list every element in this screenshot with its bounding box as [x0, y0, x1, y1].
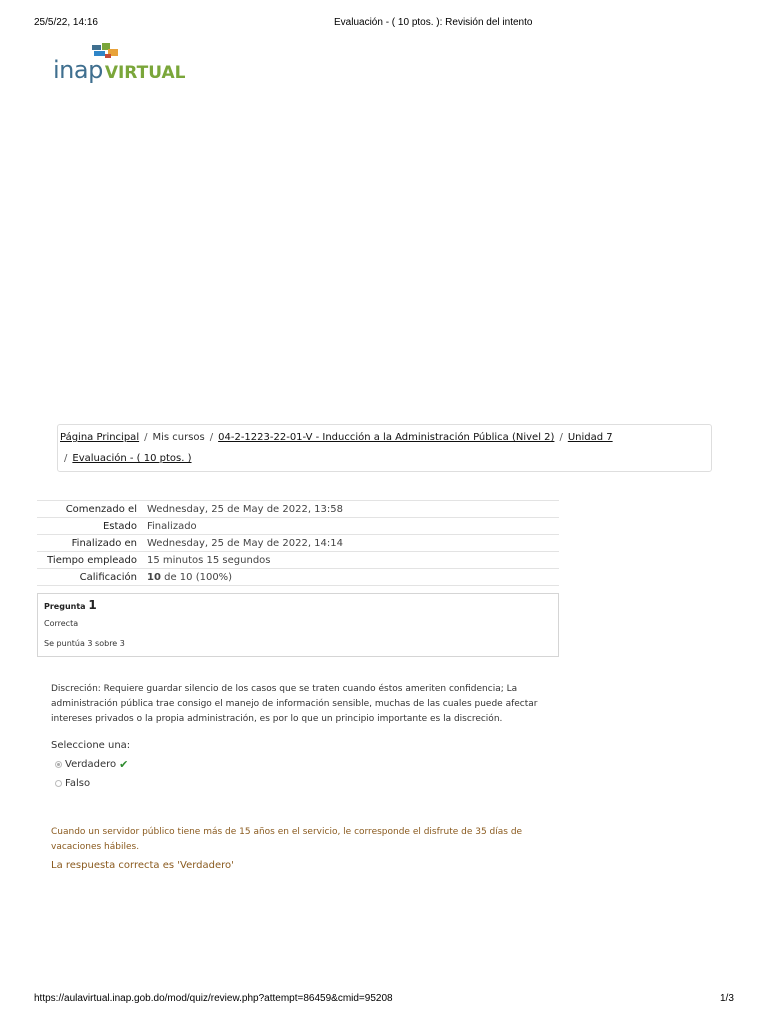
- option-label: Verdadero: [65, 759, 117, 770]
- breadcrumb-home-link[interactable]: Página Principal: [60, 432, 140, 443]
- radio-unchecked-icon[interactable]: [55, 780, 62, 787]
- print-title: Evaluación - ( 10 ptos. ): Revisión del intento: [334, 17, 533, 28]
- grade-label: Calificación: [79, 571, 137, 583]
- inap-virtual-logo[interactable]: [52, 42, 202, 94]
- grade-value: [142, 569, 559, 586]
- question-num: 1: [88, 598, 97, 612]
- summary-row-started: [37, 501, 559, 518]
- question-info-box: [37, 593, 559, 657]
- breadcrumb-my-courses: Mis cursos: [152, 432, 205, 443]
- question-grade: Se puntúa 3 sobre 3: [44, 639, 125, 648]
- option-verdadero[interactable]: [55, 758, 128, 771]
- general-feedback: Cuando un servidor público tiene más de 15 años en el servicio, le corresponde el disfrute de 35 días de vacaciones hábiles.: [51, 827, 523, 852]
- right-answer: La respuesta correcta es 'Verdadero': [51, 860, 234, 871]
- attempt-summary-table: [37, 500, 559, 586]
- state-label: Estado: [102, 520, 137, 532]
- print-url: https://aulavirtual.inap.gob.do/mod/quiz/review.php?attempt=86459&cmid=95208: [34, 993, 393, 1004]
- breadcrumb: [57, 424, 712, 472]
- question-state: Correcta: [44, 619, 79, 628]
- started-value: Wednesday, 25 de May de 2022, 13:58: [147, 503, 343, 515]
- breadcrumb-course-link[interactable]: 04-2-1223-22-01-V - Inducción a la Administración Pública (Nivel 2): [218, 432, 555, 443]
- option-label: Falso: [65, 778, 91, 789]
- finished-value: Wednesday, 25 de May de 2022, 14:14: [147, 537, 343, 549]
- question-number: [44, 598, 97, 612]
- summary-row-state: [37, 518, 559, 535]
- breadcrumb-separator: /: [144, 432, 148, 443]
- breadcrumb-separator: /: [559, 432, 563, 443]
- breadcrumb-line-2: [64, 453, 192, 464]
- answer-prompt: Seleccione una:: [51, 740, 131, 751]
- print-page-number: 1/3: [720, 993, 734, 1004]
- logo-virtual: VIRTUAL: [104, 63, 186, 83]
- print-datetime: 25/5/22, 14:16: [34, 17, 98, 28]
- correct-check-icon: ✔: [119, 758, 129, 771]
- summary-row-grade: [37, 569, 559, 586]
- breadcrumb-unit-link[interactable]: Unidad 7: [567, 432, 613, 443]
- radio-checked-icon[interactable]: [55, 761, 62, 768]
- logo-text: [53, 56, 186, 84]
- breadcrumb-separator: /: [64, 453, 68, 464]
- logo-inap: inap: [53, 56, 103, 84]
- question-label: Pregunta: [44, 602, 86, 611]
- time-value: 15 minutos 15 segundos: [147, 554, 271, 566]
- breadcrumb-line-1: [60, 432, 613, 443]
- grade-score: 10: [147, 571, 161, 583]
- started-label: Comenzado el: [65, 503, 137, 515]
- time-label: Tiempo empleado: [47, 554, 137, 566]
- breadcrumb-quiz-link[interactable]: Evaluación - ( 10 ptos. ): [72, 453, 192, 464]
- summary-row-finished: [37, 535, 559, 552]
- summary-row-time: [37, 552, 559, 569]
- finished-label: Finalizado en: [71, 537, 137, 549]
- breadcrumb-separator: /: [209, 432, 214, 443]
- option-falso[interactable]: [55, 778, 90, 789]
- state-value: Finalizado: [147, 520, 197, 532]
- grade-rest: de 10 (100%): [164, 571, 233, 583]
- question-text: Discreción: Requiere guardar silencio de los casos que se traten cuando éstos ameriten confidencia; La administración pública trae consigo el manejo de información sensible, muchas de las cuales puede afectar intereses privados o la propia administración, es por lo que un principio importante es la discreción.: [51, 684, 538, 724]
